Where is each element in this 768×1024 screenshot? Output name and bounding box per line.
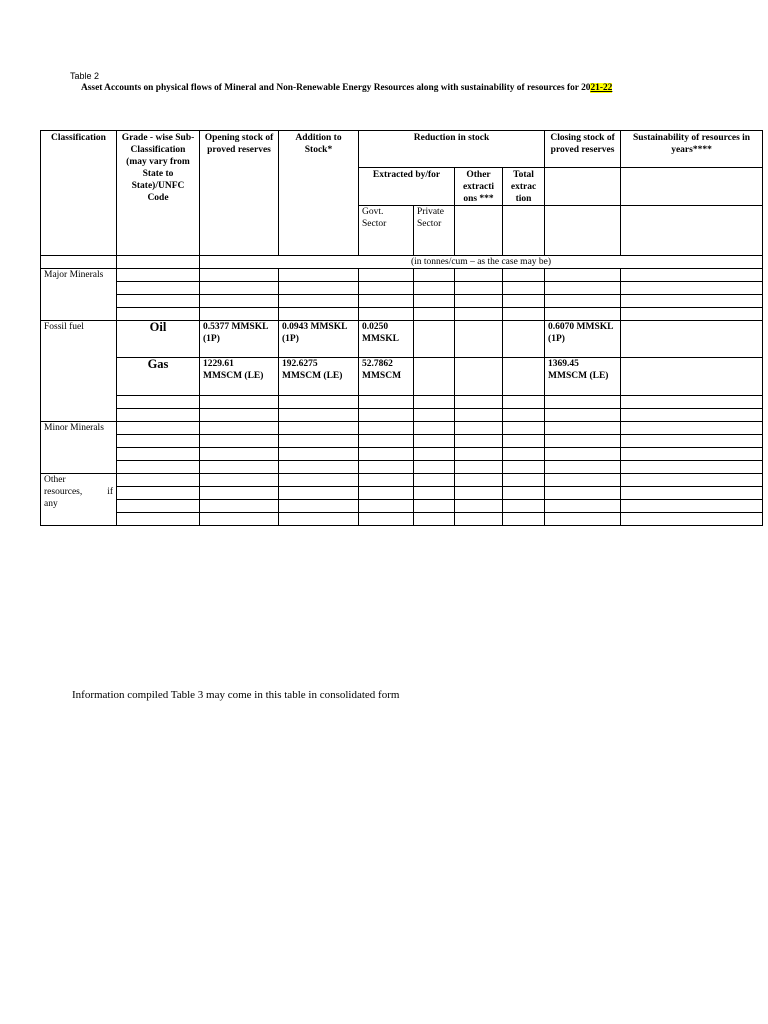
cell [117,435,200,448]
cell [545,308,621,321]
cell [414,321,455,358]
cell [200,396,279,409]
cell [359,435,414,448]
cell [200,269,279,282]
cell [117,295,200,308]
cell [503,513,545,526]
cell [359,308,414,321]
cell [414,295,455,308]
cell [545,474,621,487]
cell [455,500,503,513]
cell [455,206,503,256]
cell [117,269,200,282]
cell [545,168,621,206]
cell [503,422,545,435]
table-row [41,474,763,487]
cell [117,513,200,526]
other-resources-line-2 [44,486,113,498]
cell [414,358,455,396]
header-total-extraction: Total extrac tion [503,168,545,206]
cell [621,396,763,409]
other-resources-line-3: any [44,499,58,509]
cell [503,409,545,422]
cell [359,409,414,422]
cell [545,448,621,461]
cell [414,513,455,526]
cell [545,513,621,526]
table-row [41,461,763,474]
cell [200,474,279,487]
cell [621,448,763,461]
document-title [81,83,615,93]
cell [117,422,200,435]
cell [279,500,359,513]
section-fossil-fuel: Fossil fuel [41,321,117,422]
cell [200,308,279,321]
cell [545,435,621,448]
cell [455,422,503,435]
cell [117,474,200,487]
oil-opening-stock: 0.5377 MMSKL (1P) [200,321,279,358]
cell [455,269,503,282]
header-opening-stock: Opening stock of proved reserves [200,131,279,256]
cell [279,269,359,282]
cell [200,513,279,526]
cell [200,487,279,500]
cell [455,308,503,321]
oil-addition: 0.0943 MMSKL (1P) [279,321,359,358]
cell [503,358,545,396]
cell [359,487,414,500]
section-minor-minerals: Minor Minerals [41,422,117,474]
header-govt-sector: Govt. Sector [359,206,414,256]
title-main-text: Asset Accounts on physical flows of Mineral and Non-Renewable Energy Resources along with sustainability of resources for 20 [81,83,591,93]
cell [41,256,117,269]
cell [117,500,200,513]
cell [414,308,455,321]
cell [200,500,279,513]
header-private-sector: Private Sector [414,206,455,256]
table-row-oil [41,321,763,358]
table-row [41,422,763,435]
cell [117,461,200,474]
cell [359,282,414,295]
cell [117,448,200,461]
cell [621,461,763,474]
cell [621,474,763,487]
cell [279,295,359,308]
cell [621,500,763,513]
cell [503,269,545,282]
cell [455,474,503,487]
oil-closing-stock: 0.6070 MMSKL (1P) [545,321,621,358]
cell [279,474,359,487]
cell [545,461,621,474]
cell [503,461,545,474]
header-extracted-by-for: Extracted by/for [359,168,455,206]
cell [503,396,545,409]
cell [621,513,763,526]
cell [279,487,359,500]
other-resources-if: if [107,487,113,497]
units-note: (in tonnes/cum – as the case may be) [200,256,763,269]
cell [455,358,503,396]
cell [545,409,621,422]
cell [621,409,763,422]
cell [455,409,503,422]
cell [414,461,455,474]
cell [621,308,763,321]
cell [503,282,545,295]
gas-closing-stock: 1369.45 MMSCM (LE) [545,358,621,396]
cell [200,409,279,422]
table-row [41,409,763,422]
cell [545,269,621,282]
cell [279,513,359,526]
cell [621,435,763,448]
cell [455,282,503,295]
header-other-extractions: Other extracti ons *** [455,168,503,206]
cell [279,461,359,474]
cell [117,409,200,422]
cell [503,487,545,500]
cell [279,435,359,448]
cell [414,448,455,461]
header-classification: Classification [41,131,117,256]
cell [414,474,455,487]
cell [414,422,455,435]
cell [359,269,414,282]
cell [545,487,621,500]
cell [621,487,763,500]
cell [621,269,763,282]
cell [359,396,414,409]
cell [200,422,279,435]
cell [359,474,414,487]
cell [545,500,621,513]
table-row [41,487,763,500]
cell [414,282,455,295]
table-number-label: Table 2 [70,71,100,81]
table-row [41,282,763,295]
cell [359,513,414,526]
table-row [41,269,763,282]
cell [503,500,545,513]
title-year-highlight: 21-22 [590,83,613,93]
cell [200,282,279,295]
cell [503,206,545,256]
cell [503,435,545,448]
cell [455,396,503,409]
cell [455,513,503,526]
table-row [41,396,763,409]
asset-accounts-table [40,130,763,526]
cell [455,435,503,448]
header-row-1 [41,131,763,168]
table-row [41,295,763,308]
cell [621,295,763,308]
header-reduction-in-stock: Reduction in stock [359,131,545,168]
cell [621,282,763,295]
cell [503,295,545,308]
table-row [41,513,763,526]
cell [503,474,545,487]
cell [117,282,200,295]
cell [279,282,359,295]
cell [545,282,621,295]
gas-govt-extraction: 52.7862 MMSCM [359,358,414,396]
cell [414,487,455,500]
cell [414,435,455,448]
header-grade-subclassification: Grade - wise Sub-Classification (may vary from State to State)/UNFC Code [117,131,200,256]
table-row [41,500,763,513]
cell [200,461,279,474]
cell [414,500,455,513]
header-sustainability: Sustainability of resources in years**** [621,131,763,168]
cell [117,396,200,409]
cell [279,448,359,461]
cell [200,295,279,308]
cell [414,269,455,282]
cell [117,487,200,500]
header-addition-to-stock: Addition to Stock* [279,131,359,256]
section-other-resources [41,474,117,526]
other-resources-word: resources, [44,487,83,497]
gas-addition: 192.6275 MMSCM (LE) [279,358,359,396]
cell [200,448,279,461]
section-major-minerals: Major Minerals [41,269,117,321]
cell [545,422,621,435]
cell [545,206,621,256]
gas-opening-stock: 1229.61 MMSCM (LE) [200,358,279,396]
cell [621,422,763,435]
cell [279,308,359,321]
cell [455,487,503,500]
cell [545,295,621,308]
cell [359,500,414,513]
cell [503,308,545,321]
cell [503,321,545,358]
cell [414,409,455,422]
cell [279,396,359,409]
cell [359,295,414,308]
cell [455,461,503,474]
cell [621,168,763,206]
cell [200,435,279,448]
units-row [41,256,763,269]
cell [545,396,621,409]
cell [359,461,414,474]
table-row [41,435,763,448]
header-closing-stock: Closing stock of proved reserves [545,131,621,168]
cell [455,321,503,358]
table-row [41,308,763,321]
cell [279,409,359,422]
cell [414,396,455,409]
cell [117,308,200,321]
table-row-gas [41,358,763,396]
cell [455,295,503,308]
cell [621,206,763,256]
grade-oil: Oil [117,321,200,358]
cell [359,448,414,461]
oil-govt-extraction: 0.0250 MMSKL [359,321,414,358]
other-resources-line-1: Other [44,475,66,485]
cell [503,448,545,461]
grade-gas: Gas [117,358,200,396]
cell [455,448,503,461]
cell [359,422,414,435]
footer-note: Information compiled Table 3 may come in this table in consolidated form [72,689,400,701]
cell [279,422,359,435]
table-row [41,448,763,461]
cell [117,256,200,269]
cell [621,358,763,396]
cell [621,321,763,358]
